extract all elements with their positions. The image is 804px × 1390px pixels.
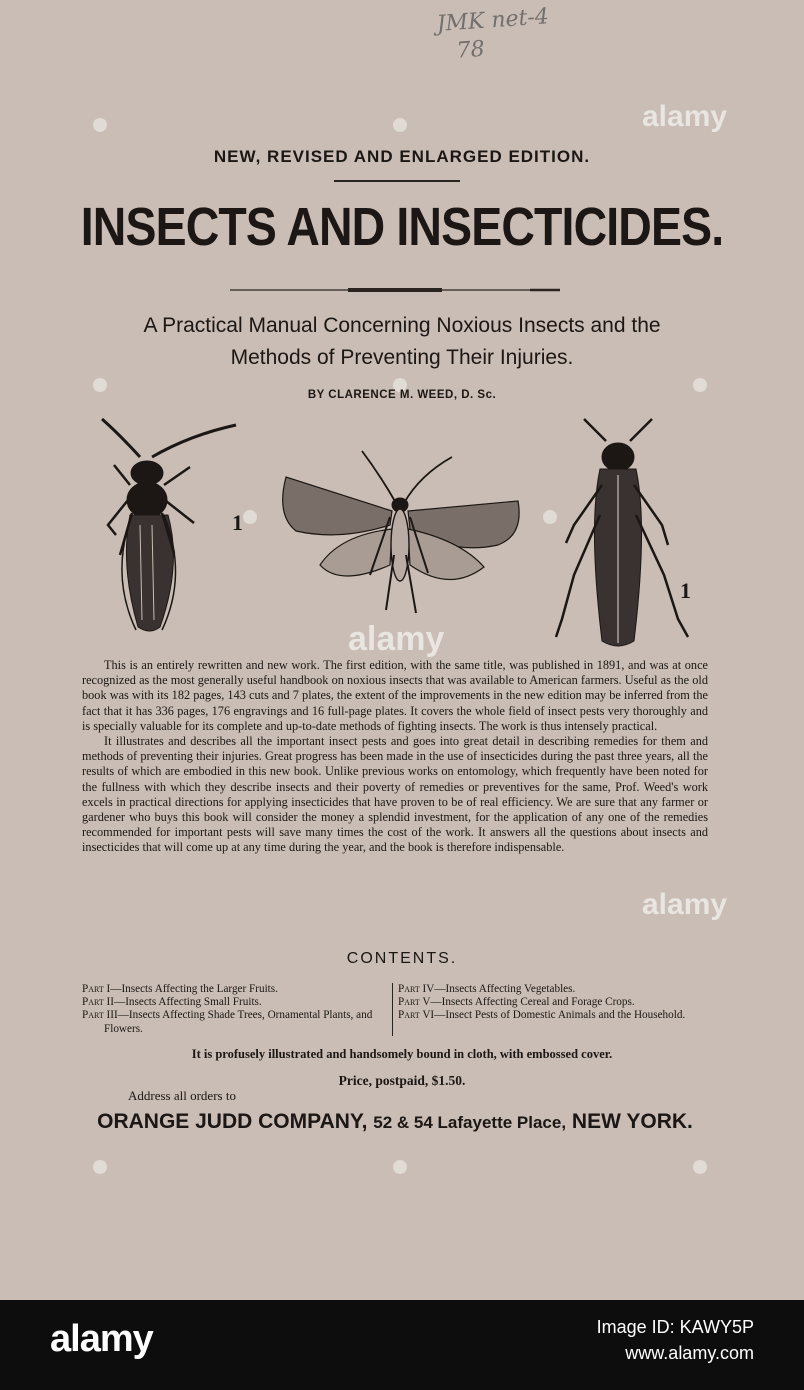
watermark-dot — [93, 1160, 107, 1174]
author-line: BY CLARENCE M. WEED, D. Sc. — [307, 389, 497, 401]
stock-footer — [0, 1300, 804, 1390]
paragraph: This is an entirely rewritten and new work. The first edition, with the same title, was published in 1891, and was at once recognized as the most generally useful handbook on noxious insects that was available to American farmers. Useful as the old book was with its 182 pages, 143 cuts and 7 plates, the extent of the improvements in the new edition may be inferred from the fact that it has 336 pages, 176 engravings and 16 full-page plates. It covers the whole field of insect pests very thoroughly and is specially valuable for its complete and up-to-date methods of fighting insects. The work is thus intensely practical. — [82, 658, 708, 733]
footer-url: www.alamy.com — [625, 1343, 754, 1363]
handwritten-notes — [436, 0, 640, 81]
alamy-logo: alamy — [50, 1318, 153, 1360]
part-title: —Insects Affecting Shade Trees, Ornamental Plants, and Flowers. — [104, 1009, 373, 1035]
publisher-address: 52 & 54 Lafayette Place, — [373, 1113, 567, 1132]
handwriting-line: 78 — [455, 36, 486, 64]
part-label: Part VI — [398, 1009, 435, 1022]
contents-item — [82, 996, 392, 1009]
subtitle — [0, 310, 804, 374]
image-credit — [597, 1314, 754, 1366]
contents-item — [398, 1009, 708, 1022]
image-id: Image ID: KAWY5P — [596, 1317, 754, 1337]
moth-illustration — [283, 451, 519, 613]
part-title: —Insects Affecting the Larger Fruits. — [110, 983, 278, 995]
publisher-city: NEW YORK. — [571, 1110, 693, 1133]
watermark-text: alamy — [642, 100, 728, 133]
contents-item — [398, 996, 708, 1009]
watermark-dot — [93, 118, 107, 132]
insect-illustrations — [90, 405, 720, 655]
part-label: Part I — [82, 983, 111, 995]
address-label: Address all orders to — [128, 1088, 236, 1103]
paragraph: It illustrates and describes all the important insect pests and goes into great detail in describing remedies for them and methods of preventing their injuries. Great progress has been made in the use of insecticides during the past three years, all the results of which are embodied in this new book. Unlike previous works on entomology, which frequently have been noted for the fullness with which they describe insects and their poverty of remedies or preventives for the same, Prof. Weed's work excels in practical directions for applying insecticides that have proven to be of real efficiency. We are sure that any farmer or gardener who buys this book will consider the money a splendid investment, for the application of any one of the remedies recommended for important pests will save many times the cost of the work. It answers all the questions about insects and insecticides that will come up at any time during the year, and the book is therefore indispensable. — [82, 734, 708, 855]
part-label: Part V — [398, 996, 431, 1009]
part-title: —Insect Pests of Domestic Animals and the Household. — [434, 1009, 686, 1022]
contents-column-left — [82, 983, 392, 1036]
price: Price, postpaid, $1.50. — [338, 1073, 466, 1088]
contents-item — [82, 1009, 392, 1035]
contents-item — [82, 983, 392, 996]
watermark-dot — [393, 118, 407, 132]
part-label: Part IV — [398, 983, 435, 995]
edition-heading: NEW, REVISED AND ENLARGED EDITION. — [213, 147, 591, 166]
watermark-text: alamy — [348, 620, 445, 658]
figure-label: 1 — [232, 510, 243, 535]
book-title: INSECTS AND INSECTICIDES. — [80, 197, 724, 257]
cicada-illustration — [102, 419, 236, 631]
part-title: —Insects Affecting Cereal and Forage Crops. — [430, 996, 635, 1009]
leafhopper-illustration — [556, 419, 688, 646]
watermark-text: alamy — [642, 888, 728, 921]
binding-note: It is profusely illustrated and handsomely bound in cloth, with embossed cover. — [191, 1047, 613, 1061]
publisher-name: ORANGE JUDD COMPANY, — [97, 1110, 368, 1133]
divider — [334, 180, 460, 182]
description-text — [82, 658, 708, 856]
publisher-line — [82, 1110, 708, 1134]
contents-item — [398, 983, 708, 996]
watermark-dot — [693, 1160, 707, 1174]
contents-heading: CONTENTS. — [346, 950, 458, 967]
handwriting-line: JMK net-4 — [435, 4, 550, 37]
part-label: Part II — [82, 996, 114, 1009]
contents-list — [82, 983, 708, 1036]
subtitle-line: Methods of Preventing Their Injuries. — [230, 346, 574, 369]
watermark-dot — [393, 1160, 407, 1174]
contents-column-right — [392, 983, 708, 1036]
subtitle-line: A Practical Manual Concerning Noxious Insects and the — [143, 314, 661, 337]
ornamental-divider — [230, 287, 560, 293]
part-label: Part III — [82, 1009, 118, 1022]
part-title: —Insects Affecting Vegetables. — [434, 983, 576, 995]
figure-label: 1 — [680, 578, 691, 603]
part-title: —Insects Affecting Small Fruits. — [114, 996, 262, 1009]
